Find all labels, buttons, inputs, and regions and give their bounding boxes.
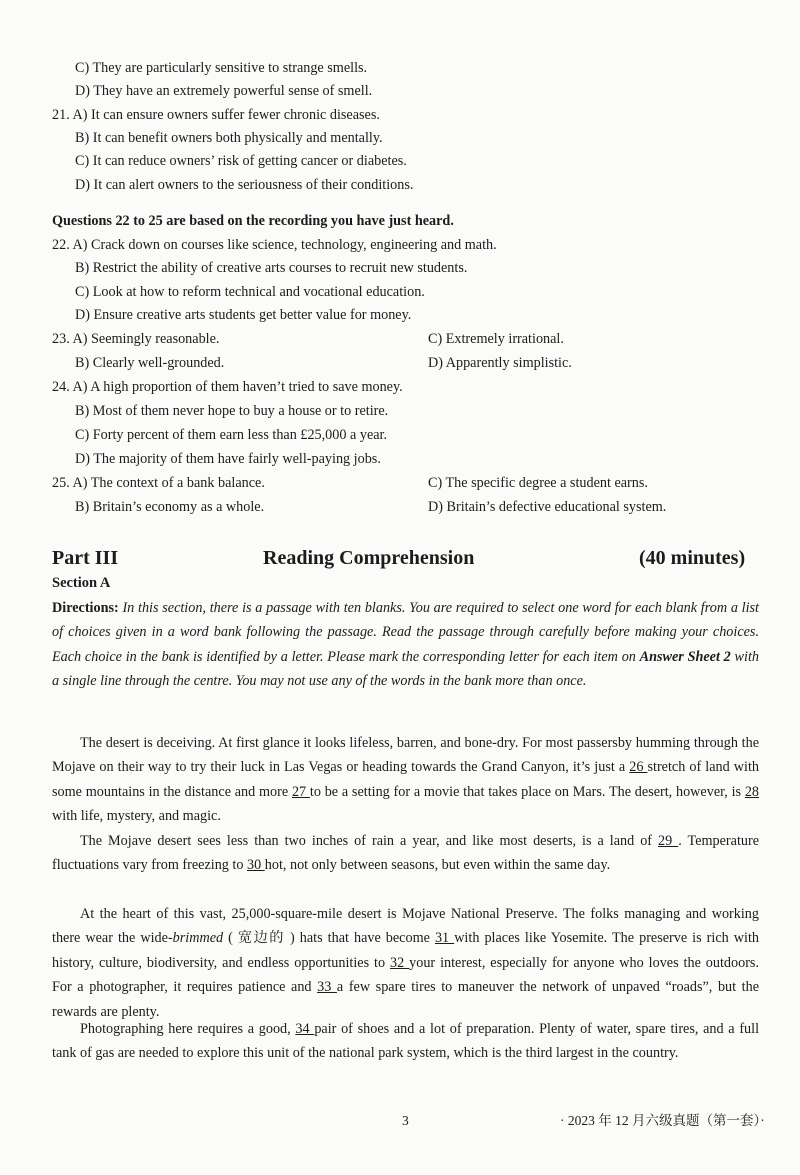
directions-label: Directions: bbox=[52, 600, 119, 616]
questions-heading: Questions 22 to 25 are based on the recording you have just heard. bbox=[52, 213, 454, 229]
blank-32: 32 bbox=[390, 954, 410, 971]
option-22d: D) Ensure creative arts students get better value for money. bbox=[75, 307, 412, 323]
option-20d: D) They have an extremely powerful sense of smell. bbox=[75, 83, 373, 99]
part-time: (40 minutes) bbox=[639, 547, 746, 569]
passage-text: pair of shoes and a lot of preparation. Plenty of water, spare tires, and a full tank of gas are needed to explore this unit of the national park system, which is the third largest in the country. bbox=[52, 1021, 760, 1062]
passage-text: hot, not only between seasons, but even within the same day. bbox=[264, 857, 611, 874]
exam-source: · 2023 年 12 月六级真题（第一套）· bbox=[560, 1113, 765, 1128]
blank-30: 30 bbox=[247, 857, 265, 874]
option-20c: C) They are particularly sensitive to strange smells. bbox=[75, 60, 368, 76]
option-22a: 22. A) Crack down on courses like science, technology, engineering and math. bbox=[52, 237, 497, 253]
page-number: 3 bbox=[402, 1113, 409, 1128]
passage-text: stretch of land with some mountains in the distance and more bbox=[52, 759, 759, 800]
passage-text: Photographing here requires a good, bbox=[80, 1021, 296, 1037]
option-24d: D) The majority of them have fairly well-paying jobs. bbox=[75, 451, 381, 467]
passage-text: to be a setting for a movie that takes place on Mars. The desert, however, is bbox=[309, 783, 745, 800]
option-21d: D) It can alert owners to the seriousness of their conditions. bbox=[75, 177, 414, 193]
option-24b: B) Most of them never hope to buy a house or to retire. bbox=[75, 403, 389, 419]
blank-33: 33 bbox=[317, 979, 337, 996]
passage-text: with life, mystery, and magic. bbox=[52, 808, 221, 825]
answer-sheet-ref: Answer Sheet 2 bbox=[639, 648, 731, 665]
part-title: Reading Comprehension bbox=[263, 547, 475, 569]
option-22b: B) Restrict the ability of creative arts courses to recruit new students. bbox=[75, 260, 468, 276]
chinese-gloss: ( 宽边的 ) bbox=[223, 930, 300, 947]
option-25c: C) The specific degree a student earns. bbox=[428, 475, 648, 491]
option-21b: B) It can benefit owners both physically and mentally. bbox=[75, 130, 383, 146]
passage-text: a few spare tires to maneuver the network of unpaved “roads”, but the rewards are plenty. bbox=[52, 979, 760, 1020]
option-22c: C) Look at how to reform technical and vocational education. bbox=[75, 284, 425, 300]
blank-34: 34 bbox=[295, 1021, 315, 1037]
blank-27: 27 bbox=[291, 783, 310, 800]
passage-text: hats that have become bbox=[299, 930, 435, 947]
passage-paragraph-1 bbox=[52, 731, 759, 829]
option-21c: C) It can reduce owners’ risk of getting cancer or diabetes. bbox=[75, 153, 407, 169]
directions-text: In this section, there is a passage with ten blanks. You are required to select one word for each blank from a list of choices given in a word bank following the passage. Read the passage through carefully before making your choices. Each choice in the bank is identified by a letter. Please mark the corresponding letter for each item on bbox=[52, 600, 759, 665]
option-21a: 21. A) It can ensure owners suffer fewer chronic diseases. bbox=[52, 107, 380, 123]
blank-26: 26 bbox=[629, 759, 648, 776]
option-23b: B) Clearly well-grounded. bbox=[75, 355, 225, 371]
passage-text: with places like Yosemite. The preserve is rich with history, culture, biodiversity, and endless opportunities to bbox=[52, 930, 760, 971]
option-23a: 23. A) Seemingly reasonable. bbox=[52, 331, 220, 347]
passage-text: . Temperature fluctuations vary from freezing to bbox=[52, 833, 760, 874]
blank-29: 29 bbox=[658, 833, 679, 849]
option-25d: D) Britain’s defective educational system. bbox=[428, 499, 667, 515]
option-23c: C) Extremely irrational. bbox=[428, 331, 564, 347]
brimmed-word: brimmed bbox=[172, 930, 224, 947]
part-number: Part III bbox=[52, 547, 119, 569]
blank-28: 28 bbox=[744, 783, 760, 800]
passage-text: The desert is deceiving. At first glance it looks lifeless, barren, and bone-dry. For most passersby humming through the Mojave on their way to try their luck in Las Vegas or heading towards the Grand Canyon, it’s just a bbox=[52, 735, 759, 776]
passage-text: The Mojave desert sees less than two inches of rain a year, and like most deserts, is a land of bbox=[80, 833, 659, 849]
passage-paragraph-4 bbox=[52, 1017, 759, 1066]
passage-text: your interest, especially for anyone who loves the outdoors. For a photographer, it requires patience and bbox=[52, 954, 760, 996]
option-24c: C) Forty percent of them earn less than £25,000 a year. bbox=[75, 427, 388, 443]
directions bbox=[52, 596, 759, 694]
option-25b: B) Britain’s economy as a whole. bbox=[75, 499, 265, 515]
passage-paragraph-3 bbox=[52, 902, 759, 1024]
passage-text: At the heart of this vast, 25,000-square-mile desert is Mojave National Preserve. The folks managing and working there wear the wide- bbox=[52, 906, 759, 947]
option-23d: D) Apparently simplistic. bbox=[428, 355, 572, 371]
option-24a: 24. A) A high proportion of them haven’t tried to save money. bbox=[52, 379, 403, 395]
passage-paragraph-2 bbox=[52, 829, 759, 878]
section-heading: Section A bbox=[52, 575, 111, 591]
blank-31: 31 bbox=[434, 930, 455, 947]
directions-text-end: with a single line through the centre. You may not use any of the words in the bank more than once. bbox=[52, 648, 759, 690]
option-25a: 25. A) The context of a bank balance. bbox=[52, 475, 265, 491]
